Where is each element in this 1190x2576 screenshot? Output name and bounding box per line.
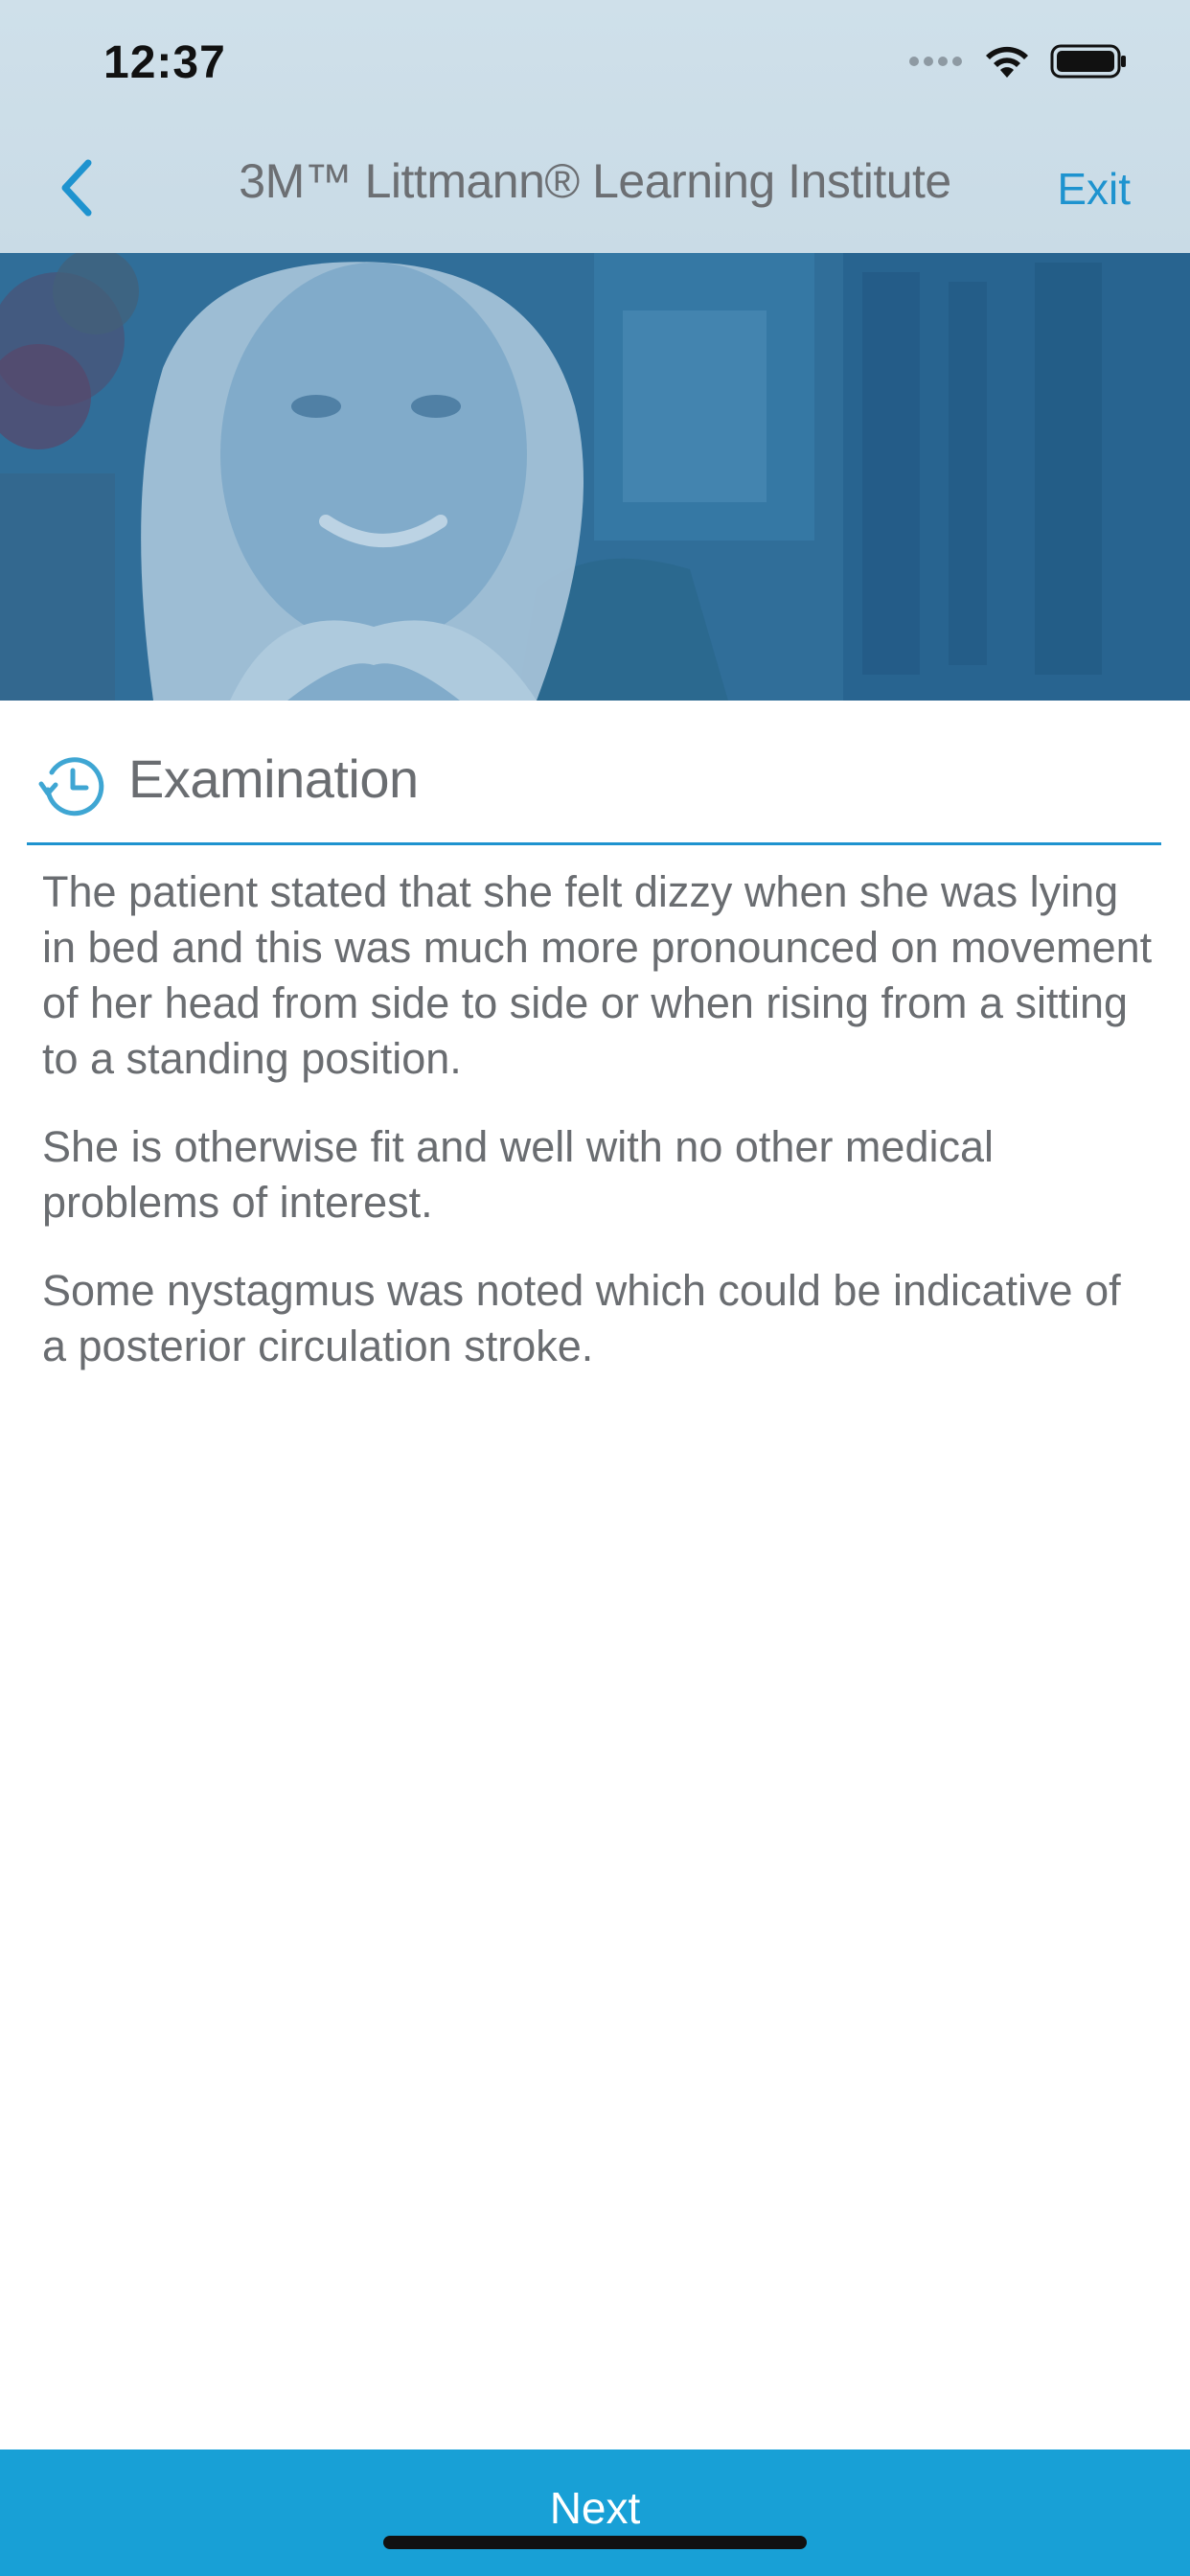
hero-image <box>0 253 1190 701</box>
battery-icon <box>1050 43 1127 84</box>
history-clock-icon <box>38 751 105 818</box>
section-title: Examination <box>128 748 419 809</box>
back-button[interactable] <box>38 151 115 228</box>
signal-dots-icon <box>908 55 964 72</box>
status-time: 12:37 <box>103 37 226 88</box>
paragraph: The patient stated that she felt dizzy when she was lying in bed and this was much more pronounced on movement of her head from side to side or when rising from a sitting to a standing position. <box>42 867 1153 1083</box>
elderly-woman-photo <box>0 253 1190 701</box>
next-button-label: Next <box>549 2483 641 2533</box>
chevron-left-icon <box>57 157 96 223</box>
section-header <box>27 738 1161 845</box>
status-bar <box>0 0 1190 128</box>
top-header <box>0 0 1190 253</box>
exit-button[interactable]: Exit <box>1057 164 1131 214</box>
content-body <box>42 864 1154 1407</box>
nav-title: 3M™ Littmann® Learning Institute <box>239 154 951 208</box>
paragraph: She is otherwise fit and well with no other medical problems of interest. <box>42 1122 994 1227</box>
nav-bar <box>0 128 1190 253</box>
next-button[interactable] <box>0 2450 1190 2576</box>
paragraph: Some nystagmus was noted which could be indicative of a posterior circulation stroke. <box>42 1266 1121 1370</box>
wifi-icon <box>983 43 1031 84</box>
home-indicator[interactable] <box>383 2536 807 2549</box>
status-icons <box>908 44 1127 82</box>
